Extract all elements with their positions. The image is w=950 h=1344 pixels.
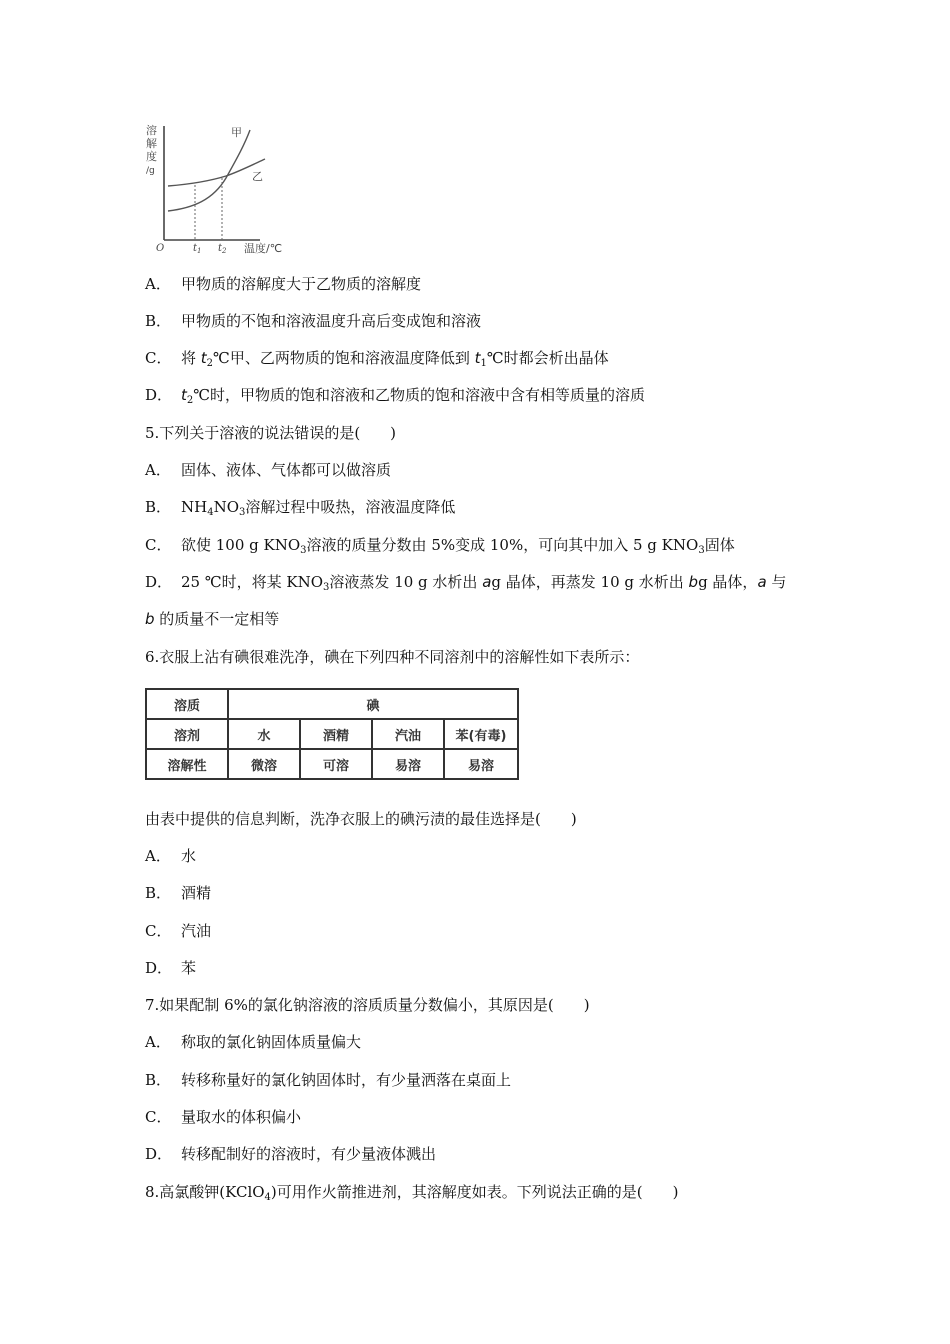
y-axis-label-2: 解 [146, 137, 157, 150]
table-cell: 汽油 [372, 719, 444, 749]
table-row [146, 719, 518, 749]
q5-option-a: A． 固体、液体、气体都可以做溶质 [145, 461, 392, 479]
q5-option-d-continued: b 的质量不一定相等 [145, 610, 280, 628]
q8-stem: 8.高氯酸钾(KClO$_4$)可用作火箭推进剂，其溶解度如表。下列说法正确的是( ) [145, 1183, 679, 1203]
table-cell: 微溶 [228, 749, 300, 779]
q5-option-d: D． 25 ℃时，将某 $KNO_3$溶液蒸发 10 g 水析出 ag 晶体，再蒸发 10 g 水析出 bg 晶体，a 与 [145, 573, 787, 593]
q5-option-c: C． 欲使 100 g $KNO_3$溶液的质量分数由 5%变成 10%，可向其中加入 5 g $KNO_3$固体 [145, 536, 735, 556]
q6-stem: 6.衣服上沾有碘很难洗净，碘在下列四种不同溶剂中的溶解性如下表所示： [145, 648, 640, 666]
curve-jia [168, 130, 250, 211]
q5-stem: 5.下列关于溶液的说法错误的是( ) [145, 424, 397, 442]
q6-option-b: B． 酒精 [145, 884, 212, 902]
q6-question: 由表中提供的信息判断，洗净衣服上的碘污渍的最佳选择是( ) [145, 810, 577, 828]
iodine-solubility-table [145, 688, 519, 780]
y-axis-label-1: 溶 [146, 124, 157, 137]
table-cell: 碘 [228, 689, 518, 719]
q6-option-a: A． 水 [145, 847, 197, 865]
table-cell: 水 [228, 719, 300, 749]
q4-option-c: C． 将 $t_2℃$甲、乙两物质的饱和溶液温度降低到 $t_1℃$时都会析出晶体 [145, 349, 609, 369]
q7-option-a: A． 称取的氯化钠固体质量偏大 [145, 1033, 362, 1051]
q5-option-b: B． $NH_4NO_3$溶解过程中吸热，溶液温度降低 [145, 498, 456, 518]
x-axis-label: 温度/℃ [244, 242, 283, 255]
y-axis-label-4: /g [146, 166, 155, 176]
table-cell: 易溶 [444, 749, 518, 779]
q7-option-c: C． 量取水的体积偏小 [145, 1108, 302, 1126]
t1-label: $t_1$ [193, 243, 202, 255]
table-cell: 易溶 [372, 749, 444, 779]
q4-option-b: B． 甲物质的不饱和溶液温度升高后变成饱和溶液 [145, 312, 482, 330]
q4-option-a: A． 甲物质的溶解度大于乙物质的溶解度 [145, 275, 422, 293]
t2-label: $t_2$ [218, 243, 227, 255]
q4-option-d: D． $t_2℃$时，甲物质的饱和溶液和乙物质的饱和溶液中含有相等质量的溶质 [145, 386, 646, 406]
solubility-graph [138, 118, 288, 258]
q6-option-c: C． 汽油 [145, 922, 212, 940]
table-cell: 苯(有毒) [444, 719, 518, 749]
q7-option-b: B． 转移称量好的氯化钠固体时，有少量洒落在桌面上 [145, 1071, 512, 1089]
curve-yi [168, 159, 265, 186]
table-row [146, 689, 518, 719]
table-cell: 溶剂 [146, 719, 228, 749]
table-row [146, 749, 518, 779]
table-cell: 溶解性 [146, 749, 228, 779]
curve-yi-label: 乙 [252, 170, 263, 183]
q7-stem: 7.如果配制 6%的氯化钠溶液的溶质质量分数偏小，其原因是( ) [145, 996, 590, 1014]
curve-jia-label: 甲 [231, 126, 242, 139]
q6-option-d: D． 苯 [145, 959, 197, 977]
table-cell: 可溶 [300, 749, 372, 779]
origin-label: O [156, 243, 165, 254]
table-cell: 酒精 [300, 719, 372, 749]
table-cell: 溶质 [146, 689, 228, 719]
y-axis-label-3: 度 [146, 150, 157, 163]
q7-option-d: D． 转移配制好的溶液时，有少量液体溅出 [145, 1145, 437, 1163]
